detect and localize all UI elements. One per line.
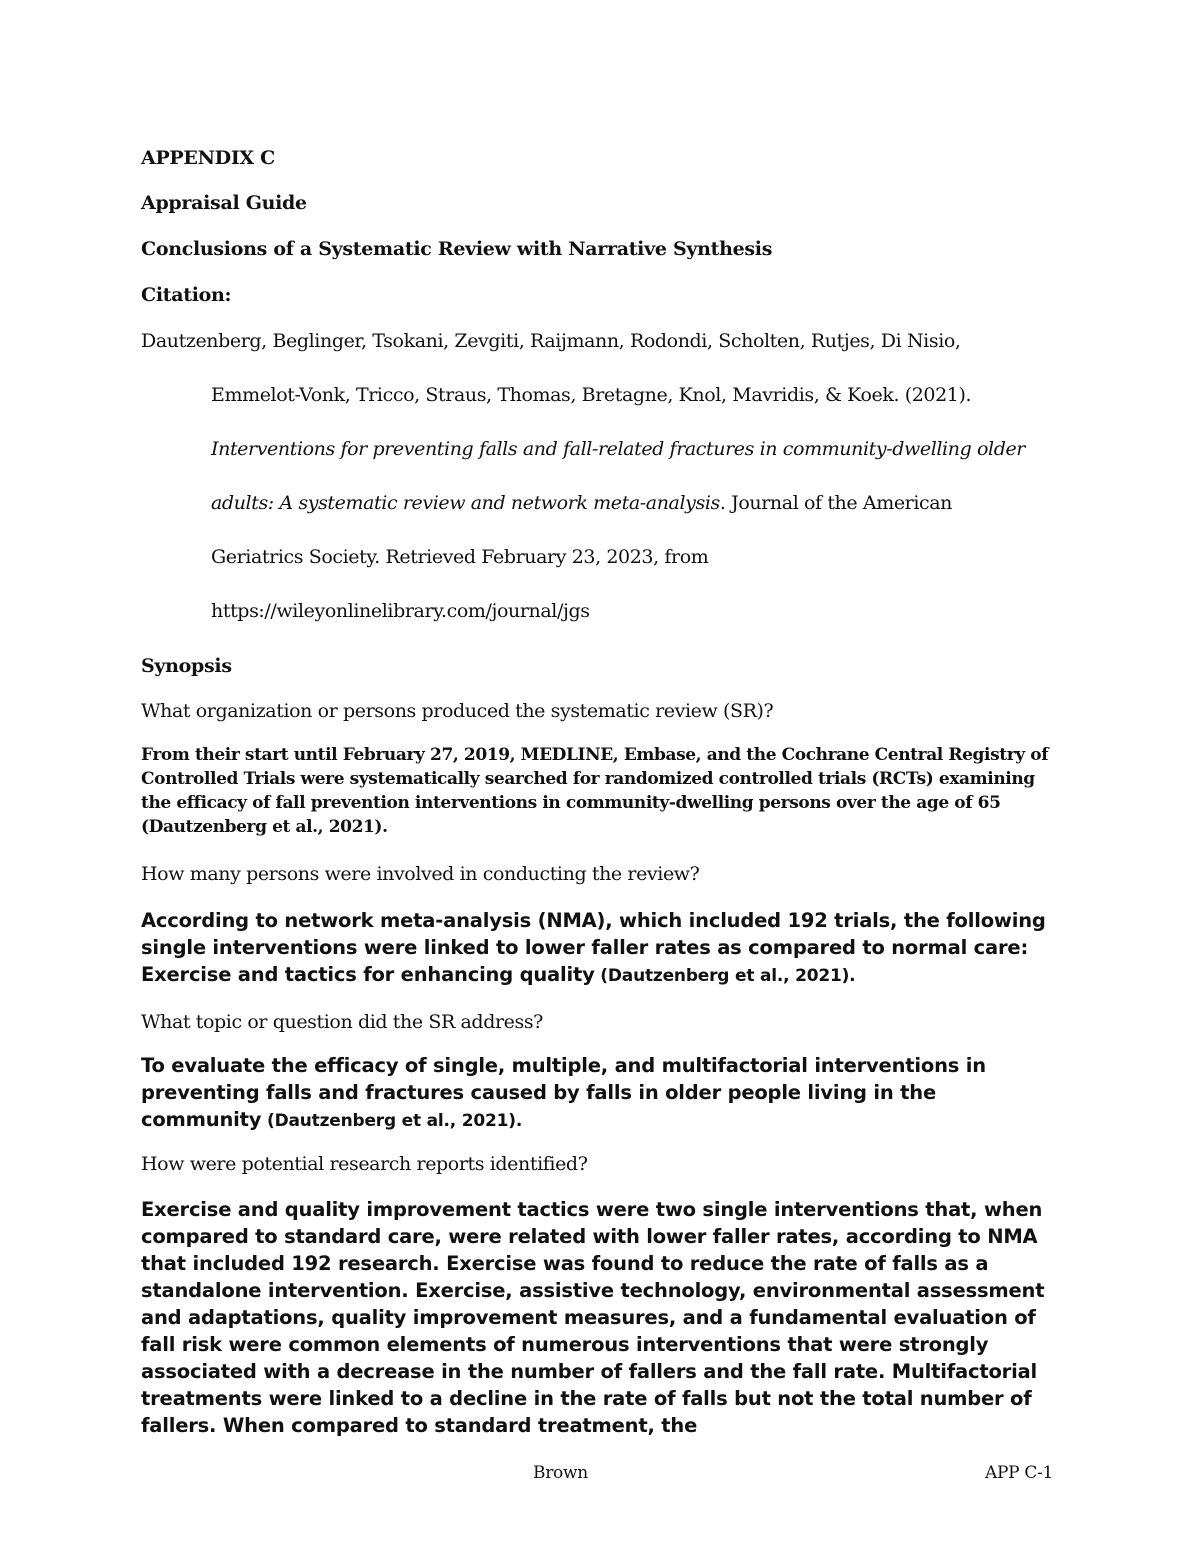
question-2: How many persons were involved in conducting the review? [141,863,700,885]
appendix-heading: APPENDIX C [141,147,276,169]
citation-title-line-1: Interventions for preventing falls and fall-related fractures in community-dwelling older [211,438,1025,460]
answer-3-citation: (Dautzenberg et al., 2021). [261,1111,523,1131]
answer-2-citation: (Dautzenberg et al., 2021). [594,966,856,986]
answer-1: From their start until February 27, 2019, MEDLINE, Embase, and the Cochrane Central Registry of Controlled Trials were systematically searched for randomized controlled trials (RCTs) examining the efficacy of fall prevention interventions in community-dwelling persons over the age of 65 (Dautzenberg et al., 2021). [141,745,1049,837]
answer-4: Exercise and quality improvement tactics were two single interventions that, when compared to standard care, were related with lower faller rates, according to NMA that included 192 research. Exercise was found to reduce the rate of falls as a standalone intervention. Exercise, assistive technology, environmental assessment and adaptations, quality improvement measures, and a fundamental evaluation of fall risk were common elements of numerous interventions that were strongly associated with a decrease in the number of fallers and the fall rate. Multifactorial treatments were linked to a decline in the rate of falls but not the total number of fallers. When compared to standard treatment, the [141,1198,1045,1437]
footer-page-number: APP C-1 [985,1463,1054,1483]
question-4: How were potential research reports identified? [141,1153,588,1175]
footer-author: Brown [533,1463,588,1483]
citation-line-1: Dautzenberg, Beglinger, Tsokani, Zevgiti, Raijmann, Rodondi, Scholten, Rutjes, Di Nisio, [141,330,961,352]
question-3: What topic or question did the SR address? [141,1011,543,1033]
citation-url: https://wileyonlinelibrary.com/journal/jgs [211,600,590,622]
citation-title-line-2: adults: A systematic review and network meta-analysis [211,492,720,514]
answer-3-text: To evaluate the efficacy of single, multiple, and multifactorial interventions in preventing falls and fractures caused by falls in older people living in the community [141,1054,986,1131]
citation-line-5: Geriatrics Society. Retrieved February 23, 2023, from [211,546,709,568]
guide-subtitle: Conclusions of a Systematic Review with Narrative Synthesis [141,238,773,260]
answer-2 [141,907,1056,990]
synopsis-heading: Synopsis [141,655,232,677]
citation-label: Citation: [141,284,232,306]
answer-3 [141,1052,1056,1135]
answer-2-text: According to network meta-analysis (NMA), which included 192 trials, the following single interventions were linked to lower faller rates as compared to normal care: Exercise and tactics for enhancing quality [141,909,1046,986]
citation-line-4 [211,491,1056,515]
guide-title: Appraisal Guide [141,192,307,214]
citation-journal: . Journal of the American [719,492,953,514]
citation-line-2: Emmelot-Vonk, Tricco, Straus, Thomas, Bretagne, Knol, Mavridis, & Koek. (2021). [211,384,972,406]
question-1: What organization or persons produced the systematic review (SR)? [141,700,774,722]
